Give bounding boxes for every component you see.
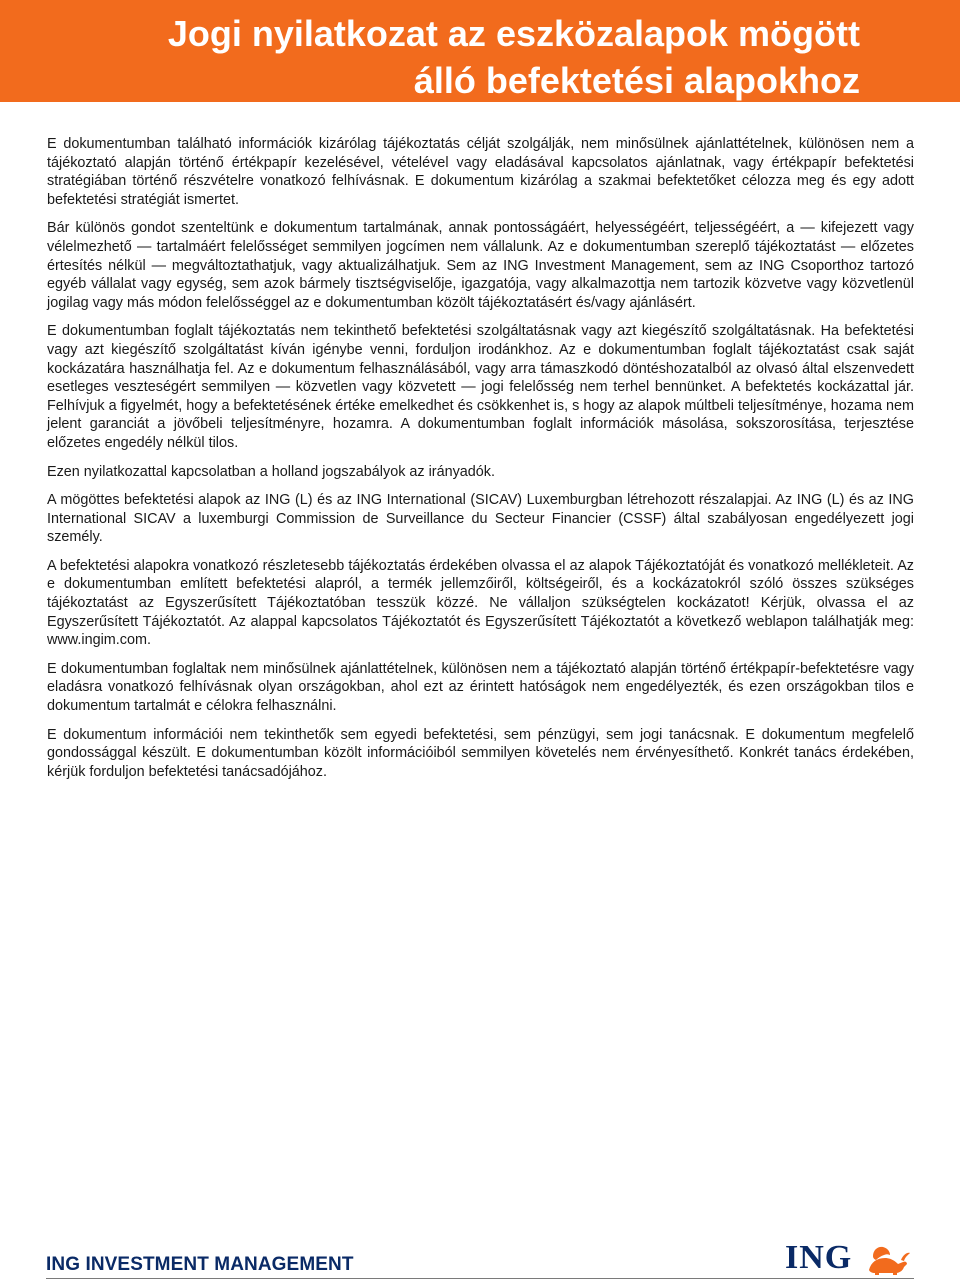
ing-logo-text: ING: [785, 1239, 853, 1276]
paragraph-underlying-funds: A mögöttes befektetési alapok az ING (L) és az ING International (SICAV) Luxemburgban létrehozott részalapjai. Az ING (L) és az ING International SICAV a luxemburgi Commission de Surveillance du Secteur Financier (CSSF) által szabályosan engedélyezett jogi személy.: [47, 492, 914, 546]
document-body: [47, 135, 914, 791]
paragraph-not-advice: E dokumentum információi nem tekinthetők sem egyedi befektetési, sem pénzügyi, sem jogi tanácsnak. E dokumentum megfelelő gondossággal készült. E dokumentumban közölt információiból semmilyen követelés nem érvényesíthető. Konkrét tanács érdekében, kérjük forduljon befektetési tanácsadójához.: [47, 726, 914, 780]
footer-brand-name: ING INVESTMENT MANAGEMENT: [46, 1254, 354, 1275]
page-title-line-2: álló befektetési alapokhoz: [413, 60, 860, 101]
paragraph-jurisdictions: E dokumentumban foglaltak nem minősülnek ajánlattételnek, különösen nem a tájékoztató alapján történő értékpapír-befektetésre vagy eladásra vonatkozó felhívásnak olyan országokban, ahol ezt az érintett hatóságok nem engedélyezték, és ezen országokban tilos e dokumentum tartalmát e célokra felhasználni.: [47, 660, 914, 715]
ing-logo: [785, 1240, 915, 1278]
paragraph-liability: Bár különös gondot szenteltünk e dokumentum tartalmának, annak pontosságáért, helyességéért, teljességéért, a — kifejezett vagy vélelmezhető — tartalmáért felelősséget semmilyen jogcímen nem vállalunk. Az e dokumentumban szereplő tájékoztatást — előzetes értesítés nélkül — megváltoztathatjuk, vagy aktualizálhatjuk. Sem az ING Investment Management, sem az ING Csoporthoz tartozó egyéb vállalat vagy egység, sem azok bármely tisztségviselője, igazgatója, vagy alkalmazottja nem tartozik közvetve vagy közvetlenül jogilag vagy más módon felelősséggel az e dokumentumban közölt tájékoztatásért és/vagy ajánlásért.: [47, 220, 914, 311]
header-band: [0, 0, 960, 102]
lion-icon: [863, 1240, 913, 1276]
paragraph-governing-law: Ezen nyilatkozattal kapcsolatban a holland jogszabályok az irányadók.: [47, 463, 495, 480]
page-title: [40, 10, 860, 104]
paragraph-disclaimer-purpose: E dokumentumban található információk kizárólag tájékoztatás célját szolgálják, nem minősülnek ajánlattételnek, különösen nem a tájékoztató alapján történő értékpapír kezelésével, vételével vagy eladásával kapcsolatos ajánlatnak, vagy értékpapír befektetési stratégiában történő részvételre vonatkozó felhívásnak. E dokumentum kizárólag a szakmai befektetőket célozza meg és egy adott befektetési stratégiát ismertet.: [47, 136, 914, 208]
paragraph-not-investment-service: E dokumentumban foglalt tájékoztatás nem tekinthető befektetési szolgáltatásnak vagy azt kiegészítő szolgáltatásnak. Ha befektetési vagy azt kiegészítő szolgáltatást kíván igénybe venni, forduljon irodánkhoz. Az e dokumentumban foglalt tájékoztatást csak saját kockázatára használhatja fel. Az e dokumentum felhasználásából, vagy arra támaszkodó döntéshozatalból az olvasó által elszenvedett esetleges veszteségért semmilyen — közvetlen vagy közvetett — jogi felelősség nem terhel bennünket. A befektetés kockázattal jár. Felhívjuk a figyelmét, hogy a befektetésének értéke emelkedhet és csökkenhet is, s hogy az alapok múltbeli teljesítménye, hozama nem jelent garanciát a jövőbeli teljesítményre, hozamra. A dokumentumban foglalt információk másolása, sokszorosítása, terjesztése előzetes engedély nélkül tilos.: [47, 323, 914, 451]
footer-divider: [46, 1278, 914, 1279]
paragraph-prospectus: A befektetési alapokra vonatkozó részletesebb tájékoztatás érdekében olvassa el az alapok Tájékoztatóját és vonatkozó mellékleteit. Az e dokumentumban említett befektetési alapról, a termék jellemzőiről, költségeiről, és a kockázatokról szóló összes szükséges tájékoztatást az Egyszerűsített Tájékoztatóban tesszük közzé. Ne vállaljon szükségtelen kockázatot! Kérjük, olvassa el az Egyszerűsített Tájékoztatót. Az alappal kapcsolatos Tájékoztatót és Egyszerűsített Tájékoztatót a következő weblapon találhatják meg: www.ingim.com.: [47, 557, 914, 649]
page-title-line-1: Jogi nyilatkozat az eszközalapok mögött: [167, 13, 860, 54]
